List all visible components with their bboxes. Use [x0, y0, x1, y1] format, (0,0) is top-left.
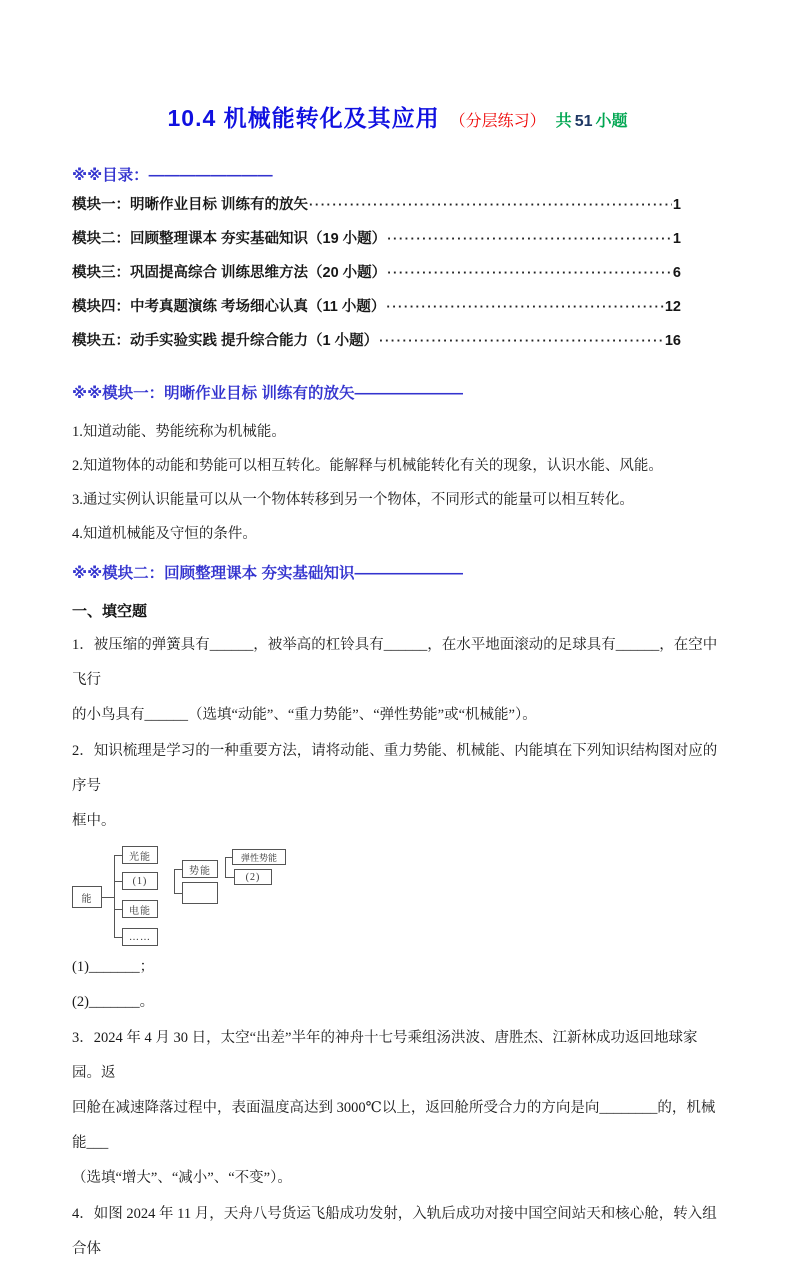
module1-heading: ※※模块一：明晰作业目标 训练有的放矢——————— — [72, 385, 463, 402]
toc-dot-leader — [379, 333, 664, 349]
toc-dot-leader — [386, 299, 663, 315]
diagram-box-light-energy: 光能 — [122, 846, 158, 864]
toc-entry[interactable] — [72, 295, 681, 329]
toc-entry[interactable] — [72, 329, 681, 363]
module1-objectives — [72, 415, 723, 551]
toc-entry-label: 模块五：动手实验实践 提升综合能力（1 小题） — [72, 333, 379, 349]
diagram-box-empty — [182, 882, 218, 904]
diagram-connector — [114, 909, 122, 910]
text-line: 4．如图 2024 年 11 月，天舟八号货运飞船成功发射，入轨后成功对接中国空间站天和核心舱，转入组合体 — [72, 1206, 717, 1257]
text-line: 2．知识梳理是学习的一种重要方法，请将动能、重力势能、机械能、内能填在下列知识结构图对应的序号 — [72, 743, 718, 794]
diagram-box-blank-1: (1) — [122, 872, 158, 890]
worksheet-page — [0, 100, 793, 1257]
text-line: 3.通过实例认识能量可以从一个物体转移到另一个物体，不同形式的能量可以相互转化。 — [72, 492, 634, 508]
text-line: 1.知道动能、势能统称为机械能。 — [72, 424, 286, 440]
toc-dot-leader — [309, 197, 672, 213]
diagram-connector — [114, 937, 122, 938]
question-4 — [72, 1197, 723, 1267]
section-title-fill-in-blank: 一、填空题 — [72, 603, 148, 620]
diagram-box-ellipsis: …… — [122, 928, 158, 946]
count-number: 51 — [574, 113, 593, 130]
diagram-connector — [102, 897, 114, 898]
count-prefix: 共 — [555, 113, 572, 130]
diagram-connector — [174, 869, 182, 870]
toc-heading: ※※目录：———————— — [72, 167, 273, 184]
toc-page-number: 12 — [664, 299, 681, 315]
diagram-box-potential-energy: 势能 — [182, 860, 218, 878]
title-subtitle: （分层练习） — [449, 113, 546, 130]
diagram-box-blank-2: (2) — [234, 869, 272, 885]
module2-heading: ※※模块二：回顾整理课本 夯实基础知识——————— — [72, 565, 463, 582]
question-2 — [72, 734, 723, 839]
text-line: 框中。 — [72, 813, 116, 829]
toc-entry-label: 模块三：巩固提高综合 训练思维方法（20 小题） — [72, 265, 387, 281]
toc-entry-label: 模块四：中考真题演练 考场细心认真（11 小题） — [72, 299, 386, 315]
diagram-connector — [114, 855, 115, 937]
toc-entry[interactable] — [72, 193, 681, 227]
toc-entry-label: 模块一：明晰作业目标 训练有的放矢 — [72, 197, 309, 213]
toc-entry[interactable] — [72, 227, 681, 261]
toc-entry-label: 模块二：回顾整理课本 夯实基础知识（19 小题） — [72, 231, 387, 247]
text-line: 回舱在减速降落过程中，表面温度高达到 3000℃以上，返回舱所受合力的方向是向________的，机械能___ — [72, 1100, 716, 1151]
q2-answer-blank-1: (1)_______； — [72, 959, 155, 975]
q2-answer-blank-2: (2)_______。 — [72, 994, 155, 1010]
question-1 — [72, 628, 723, 733]
count-suffix: 小题 — [595, 113, 628, 130]
diagram-box-elastic-pe: 弹性势能 — [232, 849, 286, 865]
document-title-row — [72, 100, 723, 133]
diagram-box-root: 能 — [72, 886, 102, 908]
diagram-connector — [114, 881, 122, 882]
text-line: 3．2024 年 4 月 30 日，太空“出差”半年的神舟十七号乘组汤洪波、唐胜杰、江新林成功返回地球家园。返 — [72, 1030, 698, 1081]
toc-page-number: 6 — [672, 265, 681, 281]
diagram-connector — [225, 877, 234, 878]
question-3 — [72, 1021, 723, 1196]
toc-dot-leader — [387, 265, 672, 281]
diagram-connector — [174, 893, 182, 894]
text-line: （选填“增大”、“减小”、“不变”）。 — [72, 1170, 292, 1186]
toc-list — [72, 193, 723, 363]
toc-page-number: 16 — [664, 333, 681, 349]
text-line: 的小鸟具有______（选填“动能”、“重力势能”、“弹性势能”或“机械能”）。 — [72, 707, 537, 723]
energy-structure-diagram — [72, 842, 723, 950]
diagram-connector — [174, 869, 175, 893]
toc-dot-leader — [387, 231, 672, 247]
toc-page-number: 1 — [672, 197, 681, 213]
text-line: 1．被压缩的弹簧具有______，被举高的杠铃具有______，在水平地面滚动的足球具有______，在空中飞行 — [72, 637, 718, 688]
text-line: 2.知道物体的动能和势能可以相互转化。能解释与机械能转化有关的现象，认识水能、风能。 — [72, 458, 663, 474]
diagram-box-electric-energy: 电能 — [122, 900, 158, 918]
toc-entry[interactable] — [72, 261, 681, 295]
toc-page-number: 1 — [672, 231, 681, 247]
question-count — [556, 113, 628, 130]
diagram-connector — [225, 857, 232, 858]
diagram-connector — [114, 855, 122, 856]
page-title: 10.4 机械能转化及其应用 — [167, 105, 440, 131]
diagram-connector — [225, 857, 226, 877]
text-line: 4.知道机械能及守恒的条件。 — [72, 526, 257, 542]
